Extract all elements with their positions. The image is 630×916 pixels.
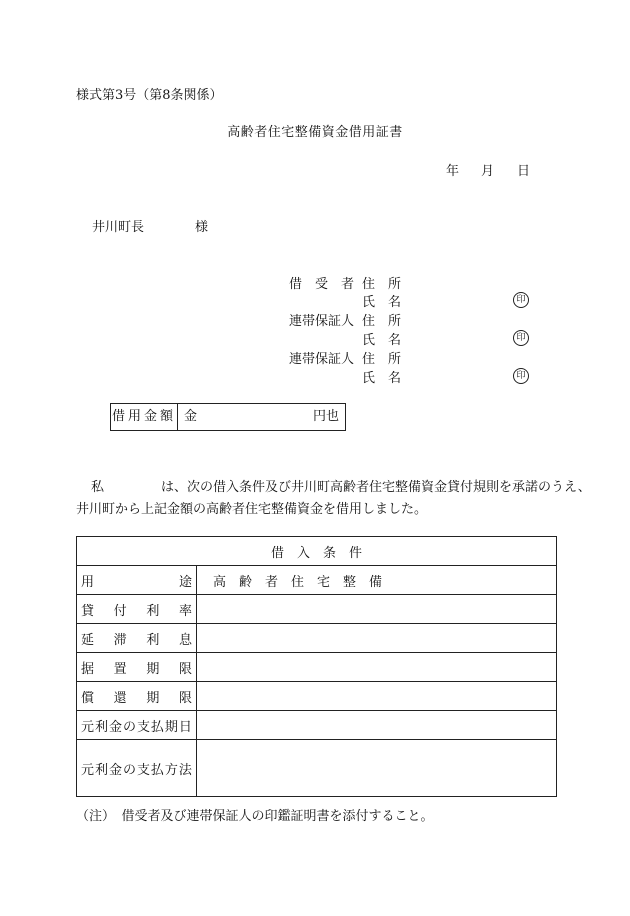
party-name-label: 氏 名 — [362, 371, 402, 386]
loan-amount-suffix: 円也 — [312, 409, 339, 424]
label-char: 支 — [136, 719, 150, 735]
party-address-label: 住 所 — [362, 277, 402, 292]
row-label-payment-date — [77, 711, 197, 740]
form-number: 様式第3号（第8条関係） — [76, 88, 223, 103]
table-row — [77, 624, 557, 653]
label-char: 法 — [178, 762, 192, 778]
loan-amount-label: 借用金額 — [111, 404, 178, 430]
label-char: 元 — [81, 719, 95, 735]
label-char: 付 — [113, 603, 127, 619]
table-row — [77, 566, 557, 595]
statement-line-1: は、次の借入条件及び井川町高齢者住宅整備資金貸付規則を承諾のうえ、 — [161, 480, 591, 495]
row-value-grace-period — [197, 653, 557, 682]
label-char: 金 — [108, 719, 122, 735]
party-name-label: 氏 名 — [362, 333, 402, 348]
row-label-repayment-deadline — [77, 682, 197, 711]
label-char: 率 — [178, 603, 192, 619]
label-char: 限 — [178, 661, 192, 677]
table-header-row — [77, 537, 557, 566]
label-char: 期 — [164, 719, 178, 735]
date-day: 日 — [517, 164, 531, 179]
label-char: の — [122, 719, 136, 735]
row-value-late-interest — [197, 624, 557, 653]
row-value-payment-method — [197, 740, 557, 797]
row-label-grace-period — [77, 653, 197, 682]
party-name-label: 氏 名 — [362, 295, 402, 310]
loan-amount-box — [110, 403, 346, 431]
date-year: 年 — [446, 164, 460, 179]
label-char: の — [122, 762, 136, 778]
label-char: 途 — [178, 574, 192, 590]
label-char: 期 — [146, 661, 160, 677]
label-char: 利 — [146, 632, 160, 648]
label-char: 延 — [81, 632, 95, 648]
date-month: 月 — [481, 164, 495, 179]
seal-mark: 印 — [513, 368, 529, 384]
label-char: 貸 — [81, 603, 95, 619]
addressee-name: 井川町長 — [92, 220, 145, 235]
statement-line-2: 井川町から上記金額の高齢者住宅整備資金を借用しました。 — [76, 502, 428, 517]
table-row — [77, 595, 557, 624]
loan-amount-prefix: 金 — [184, 409, 198, 424]
label-char: 金 — [108, 762, 122, 778]
footnote: （注） 借受者及び連帯保証人の印鑑証明書を添付すること。 — [76, 809, 434, 824]
row-value-payment-date — [197, 711, 557, 740]
label-char: 利 — [94, 762, 108, 778]
party-role-guarantor-2: 連帯保証人 — [289, 352, 355, 367]
label-char: 方 — [164, 762, 178, 778]
party-address-label: 住 所 — [362, 314, 402, 329]
row-value-repayment-deadline — [197, 682, 557, 711]
label-char: 置 — [113, 661, 127, 677]
label-char: 日 — [178, 719, 192, 735]
label-char: 支 — [136, 762, 150, 778]
party-role-borrower: 借 受 者 — [289, 277, 355, 292]
label-char: 用 — [81, 574, 95, 590]
loan-conditions-table — [76, 536, 557, 797]
label-char: 還 — [113, 690, 127, 706]
addressee-honorific: 様 — [195, 220, 209, 235]
row-value-interest-rate — [197, 595, 557, 624]
row-label-interest-rate — [77, 595, 197, 624]
statement-pronoun: 私 — [91, 480, 105, 495]
table-row — [77, 653, 557, 682]
seal-mark: 印 — [513, 292, 529, 308]
row-value-purpose: 高 齢 者 住 宅 整 備 — [197, 566, 557, 595]
label-char: 払 — [150, 719, 164, 735]
table-row — [77, 740, 557, 797]
label-char: 据 — [81, 661, 95, 677]
seal-mark: 印 — [513, 330, 529, 346]
label-char: 払 — [150, 762, 164, 778]
label-char: 息 — [178, 632, 192, 648]
party-role-guarantor-1: 連帯保証人 — [289, 314, 355, 329]
row-label-purpose — [77, 566, 197, 595]
row-label-late-interest — [77, 624, 197, 653]
label-char: 利 — [146, 603, 160, 619]
label-char: 限 — [178, 690, 192, 706]
document-title: 高齢者住宅整備資金借用証書 — [227, 125, 403, 140]
label-char: 元 — [81, 762, 95, 778]
row-label-payment-method — [77, 740, 197, 797]
table-row — [77, 682, 557, 711]
label-char: 償 — [81, 690, 95, 706]
label-char: 利 — [94, 719, 108, 735]
conditions-header: 借 入 条 件 — [77, 537, 557, 566]
table-row — [77, 711, 557, 740]
label-char: 滞 — [113, 632, 127, 648]
label-char: 期 — [146, 690, 160, 706]
party-address-label: 住 所 — [362, 352, 402, 367]
